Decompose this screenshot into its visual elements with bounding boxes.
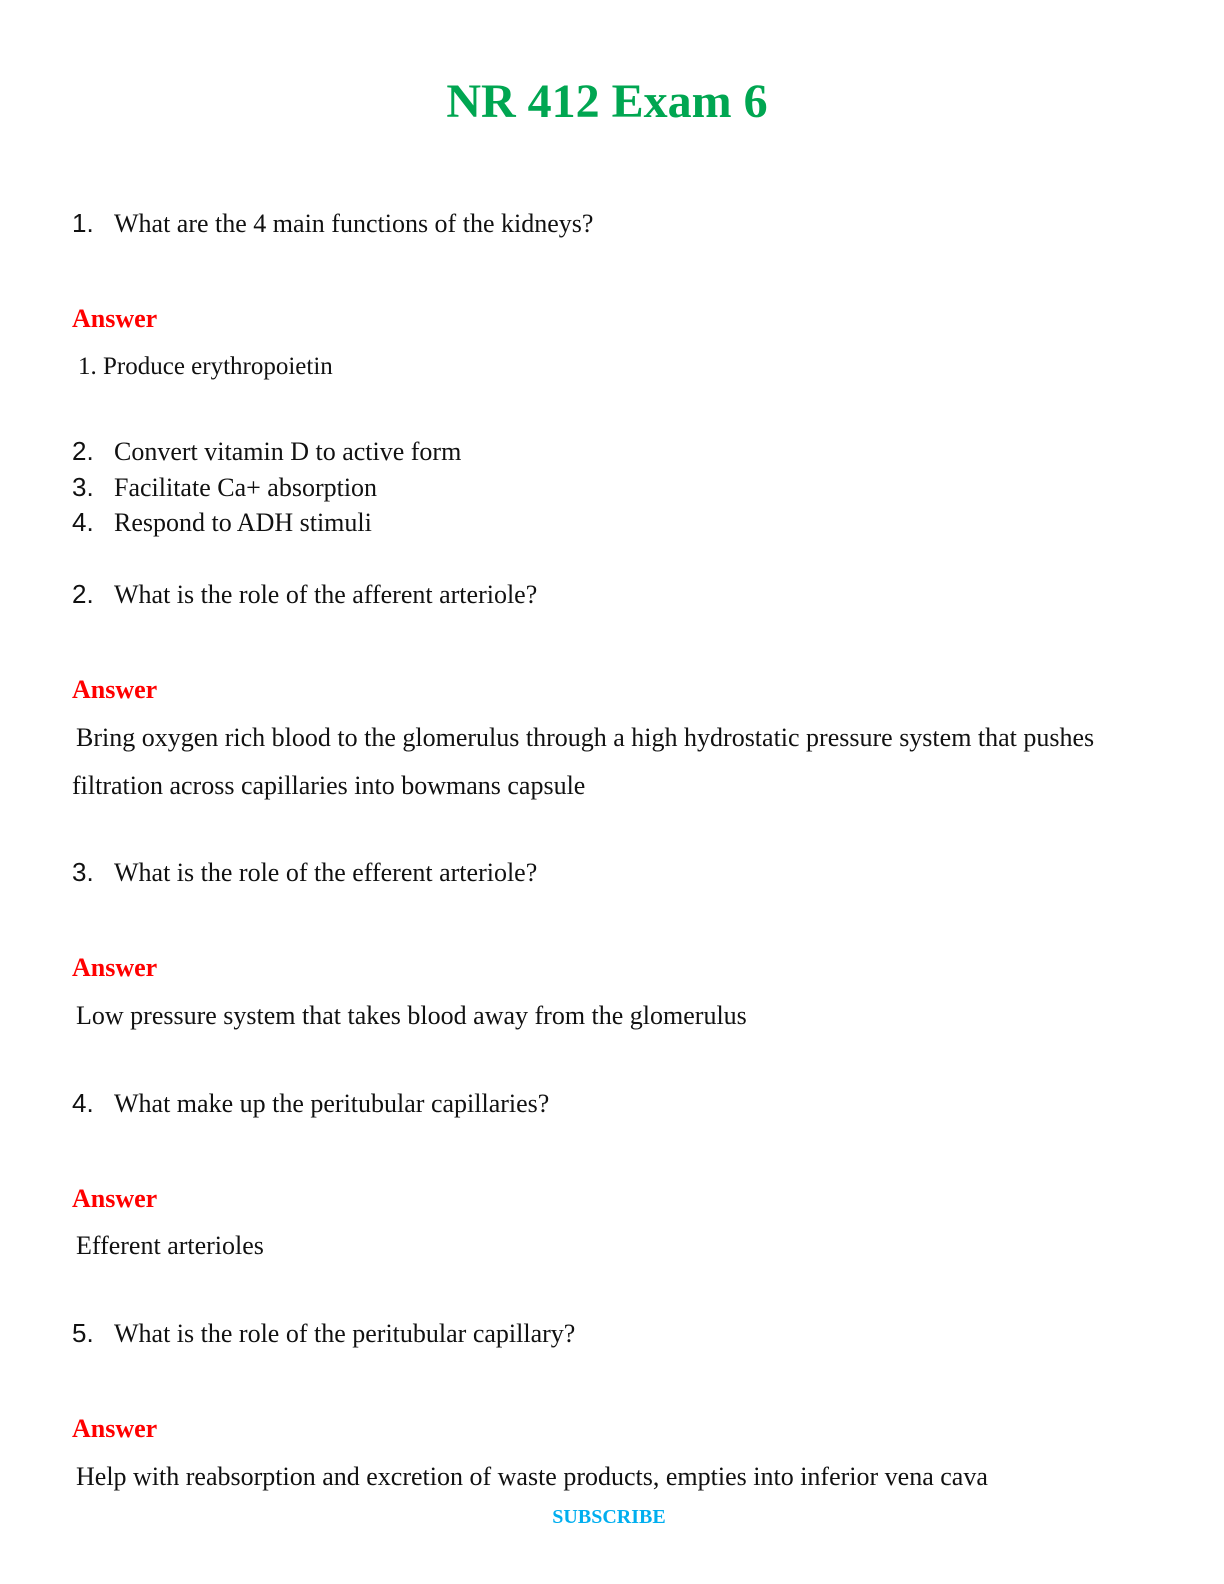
question-text: What make up the peritubular capillaries? bbox=[114, 1089, 550, 1118]
question-3 bbox=[72, 855, 537, 890]
question-number: 5. bbox=[72, 1318, 94, 1348]
question-number: 1. bbox=[72, 208, 94, 238]
question-4 bbox=[72, 1086, 549, 1121]
answer-label: Answer bbox=[72, 953, 158, 982]
question-number: 3. bbox=[72, 857, 94, 887]
item-number: 2. bbox=[72, 436, 94, 466]
question-text: What is the role of the afferent arteriole? bbox=[114, 580, 538, 609]
subscribe-link[interactable]: SUBSCRIBE bbox=[552, 1506, 666, 1528]
item-number: 4. bbox=[72, 507, 94, 537]
answer-item-3 bbox=[72, 470, 377, 505]
question-text: What is the role of the efferent arteriole? bbox=[114, 858, 538, 887]
item-text: Facilitate Ca+ absorption bbox=[114, 473, 378, 502]
answer-item-1: 1. Produce erythropoietin bbox=[78, 353, 333, 380]
answer-text: Low pressure system that takes blood away from the glomerulus bbox=[76, 1001, 747, 1030]
answer-text: Bring oxygen rich blood to the glomerulus through a high hydrostatic pressure system that pushes filtration across capillaries into bowmans capsule bbox=[72, 723, 1095, 800]
item-text: Respond to ADH stimuli bbox=[114, 508, 372, 537]
question-2 bbox=[72, 577, 537, 612]
answer-text: Efferent arterioles bbox=[76, 1231, 264, 1260]
question-number: 4. bbox=[72, 1088, 94, 1118]
page-title: NR 412 Exam 6 bbox=[446, 75, 768, 128]
item-text: Convert vitamin D to active form bbox=[114, 437, 462, 466]
answer-text: Help with reabsorption and excretion of waste products, empties into inferior vena cava bbox=[76, 1462, 988, 1491]
answer-label: Answer bbox=[72, 1414, 158, 1443]
question-number: 2. bbox=[72, 579, 94, 609]
answer-label: Answer bbox=[72, 304, 158, 333]
answer-label: Answer bbox=[72, 675, 158, 704]
question-5 bbox=[72, 1316, 575, 1351]
question-text: What are the 4 main functions of the kidneys? bbox=[114, 209, 594, 238]
question-1 bbox=[72, 206, 593, 241]
question-text: What is the role of the peritubular capillary? bbox=[114, 1319, 576, 1348]
answer-label: Answer bbox=[72, 1184, 158, 1213]
item-number: 3. bbox=[72, 472, 94, 502]
answer-item-2 bbox=[72, 434, 461, 469]
answer-item-4 bbox=[72, 505, 372, 540]
